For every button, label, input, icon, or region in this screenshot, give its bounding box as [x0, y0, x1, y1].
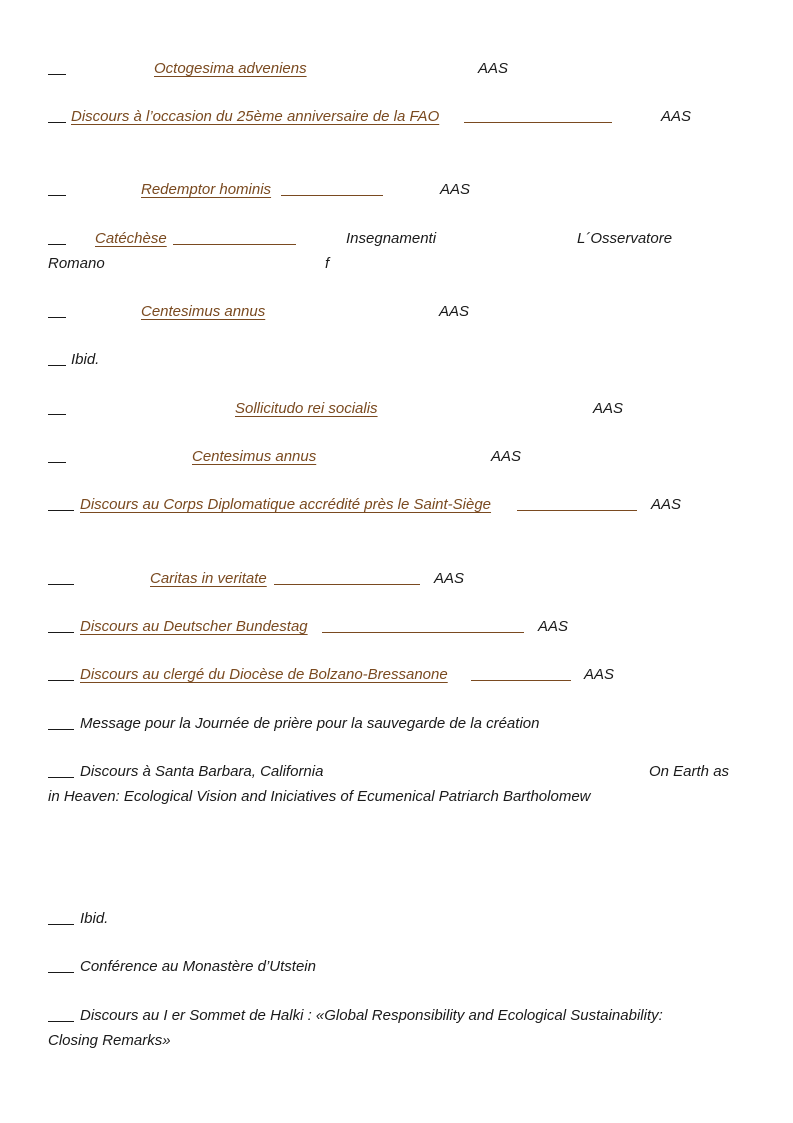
document-title-link[interactable]: Caritas in veritate: [150, 570, 267, 587]
footnote-marker: [48, 763, 74, 778]
ibid-text: Ibid.: [71, 351, 100, 368]
footnote-marker: [48, 570, 74, 585]
trailing-underline: [173, 230, 296, 250]
document-title-link[interactable]: Centesimus annus: [192, 448, 317, 465]
footnote-marker: [48, 230, 66, 245]
footnote-entry: [48, 570, 74, 590]
source-label: AAS: [440, 181, 471, 198]
footnote-marker: [48, 351, 66, 366]
source-label: AAS: [593, 400, 624, 417]
document-title-link[interactable]: Discours au clergé du Diocèse de Bolzano-Bressanone: [80, 666, 448, 683]
footnote-entry: [48, 303, 66, 323]
footnote-entry: [48, 496, 74, 516]
footnote-entry: [48, 230, 66, 250]
footnote-entry: [48, 666, 74, 686]
footnote-entry: [48, 108, 66, 128]
document-title-link[interactable]: Discours au Corps Diplomatique accrédité près le Saint-Siège: [80, 496, 492, 513]
trailing-underline: [517, 496, 637, 516]
footnote-marker: [48, 108, 66, 123]
trailing-underline: [322, 618, 524, 638]
footnote-marker: [48, 958, 74, 973]
footnote-entry: [48, 181, 66, 201]
footnote-marker: [48, 400, 66, 415]
footnote-marker: [48, 448, 66, 463]
document-title-link[interactable]: Octogesima adveniens: [154, 60, 307, 77]
entry-text: Discours à Santa Barbara, California: [80, 763, 324, 780]
collection-label: Insegnamenti: [346, 230, 437, 247]
footnote-entry: [48, 448, 66, 468]
entry-text: Discours au I er Sommet de Halki : «Global Responsibility and Ecological Sustainability:: [80, 1007, 663, 1024]
entry-text: Conférence au Monastère d’Utstein: [80, 958, 316, 975]
newspaper-label: L´Osservatore: [577, 230, 673, 247]
footnote-marker: [48, 715, 74, 730]
footnote-marker: [48, 1007, 74, 1022]
source-label: AAS: [491, 448, 522, 465]
footnote-entry: [48, 618, 74, 638]
ibid-text: Ibid.: [80, 910, 109, 927]
trailing-underline: [274, 570, 420, 590]
book-title: On Earth as: [649, 763, 730, 780]
document-title-link[interactable]: Discours à l’occasion du 25ème anniversaire de la FAO: [71, 108, 440, 125]
footnote-entry: [48, 910, 74, 930]
source-label: AAS: [661, 108, 692, 125]
footnote-entry: [48, 1007, 74, 1027]
document-title-link[interactable]: Centesimus annus: [141, 303, 266, 320]
document-title-link[interactable]: Catéchèse: [95, 230, 167, 247]
trailing-underline: [464, 108, 612, 128]
footnote-entry: [48, 958, 74, 978]
source-label: AAS: [584, 666, 615, 683]
source-label: AAS: [651, 496, 682, 513]
source-label: AAS: [434, 570, 465, 587]
footnote-marker: [48, 303, 66, 318]
document-title-link[interactable]: Sollicitudo rei socialis: [235, 400, 378, 417]
footnote-entry: [48, 715, 74, 735]
source-label: AAS: [538, 618, 569, 635]
footnote-marker: [48, 618, 74, 633]
book-title-cont: in Heaven: Ecological Vision and Iniciatives of Ecumenical Patriarch Bartholomew: [48, 788, 591, 805]
footnote-entry: [48, 60, 66, 80]
footnote-marker: [48, 910, 74, 925]
footnote-entry: [48, 763, 74, 783]
suffix-label: f: [325, 255, 330, 272]
footnote-marker: [48, 181, 66, 196]
newspaper-label-cont: Romano: [48, 255, 105, 272]
trailing-underline: [281, 181, 383, 201]
document-title-link[interactable]: Redemptor hominis: [141, 181, 272, 198]
footnote-entry: [48, 400, 66, 420]
footnote-marker: [48, 496, 74, 511]
footnote-entry: [48, 351, 66, 371]
trailing-underline: [471, 666, 571, 686]
source-label: AAS: [439, 303, 470, 320]
source-label: AAS: [478, 60, 509, 77]
footnote-marker: [48, 60, 66, 75]
entry-text-cont: Closing Remarks»: [48, 1032, 171, 1049]
footnote-marker: [48, 666, 74, 681]
document-title-link[interactable]: Discours au Deutscher Bundestag: [80, 618, 308, 635]
entry-text: Message pour la Journée de prière pour la sauvegarde de la création: [80, 715, 540, 732]
